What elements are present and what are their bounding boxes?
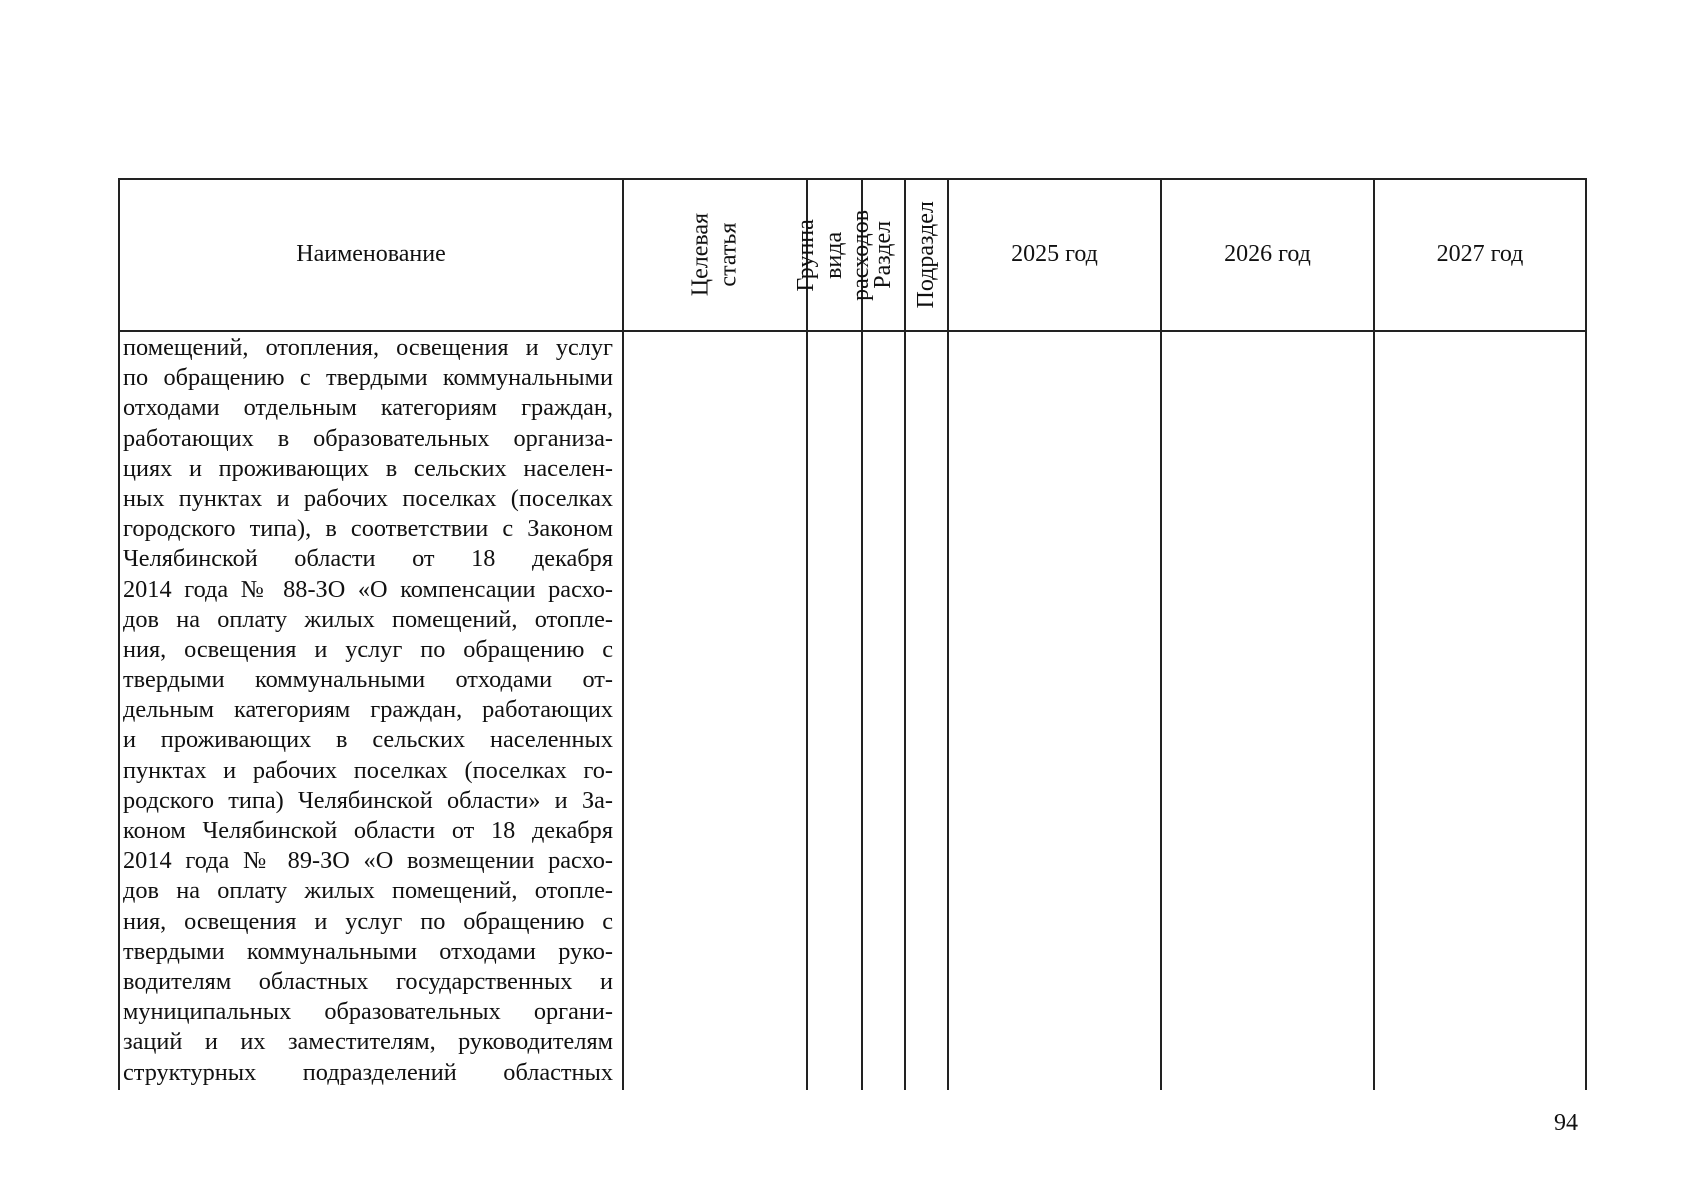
header-subsection-label: Подраздел [912, 201, 939, 309]
row-text-line: ния, освещения и услуг по обращению с [123, 635, 613, 663]
row-text-line: 2014 года № 89-ЗО «О возмещении расхо- [123, 847, 613, 875]
header-expense-group-label: Группа вида расходов [793, 209, 875, 301]
header-target-article [624, 180, 806, 330]
header-subsection [906, 180, 947, 330]
row-text-line: дельным категориям граждан, работающих [123, 696, 613, 724]
header-expense-group [793, 180, 875, 330]
header-year-2026: 2026 год [1224, 241, 1311, 268]
row-text-line: коном Челябинской области от 18 декабря [123, 817, 613, 844]
header-divider [118, 330, 1587, 332]
row-text-line: отходами отдельным категориям граждан, [123, 394, 613, 422]
page-number: 94 [1554, 1110, 1578, 1136]
row-name-cell [123, 333, 613, 1088]
row-text-line: дов на оплату жилых помещений, отопле- [123, 877, 613, 905]
row-text-line: работающих в образовательных организа- [123, 424, 613, 452]
header-year-2027: 2027 год [1436, 241, 1524, 268]
row-text-line: муниципальных образовательных органи- [123, 998, 613, 1026]
row-text-line: помещений, отопления, освещения и услуг [123, 334, 613, 361]
row-text-line: родского типа) Челябинской области» и За- [123, 786, 613, 814]
col-divider-8 [1585, 178, 1587, 1090]
row-text-line: твердыми коммунальными отходами от- [123, 666, 613, 694]
header-section [863, 180, 904, 330]
row-text-line: дов на оплату жилых помещений, отопле- [123, 605, 613, 633]
header-year-2025: 2025 год [1011, 241, 1098, 268]
row-text-line: ных пунктах и рабочих поселках (поселках [123, 484, 613, 512]
header-name: Наименование [296, 241, 446, 268]
row-text-line: городского типа), в соответствии с Законом [123, 515, 613, 543]
row-text-line: твердыми коммунальными отходами руко- [123, 937, 613, 965]
header-section-label: Раздел [869, 221, 896, 289]
row-text-line: по обращению с твердыми коммунальными [123, 364, 613, 392]
row-text-line: Челябинской области от 18 декабря [123, 545, 613, 573]
row-text-line: ния, освещения и услуг по обращению с [123, 907, 613, 935]
row-text-line: и проживающих в сельских населенных [123, 726, 613, 754]
header-target-article-label: Целевая статья [687, 213, 741, 297]
row-text-line: структурных подразделений областных [123, 1058, 613, 1086]
row-text-line: циях и проживающих в сельских населен- [123, 454, 613, 482]
row-text-line: 2014 года № 88-ЗО «О компенсации расхо- [123, 575, 613, 603]
row-text-line: пунктах и рабочих поселках (поселках го- [123, 756, 613, 784]
row-text-line: заций и их заместителям, руководителям [123, 1028, 613, 1056]
row-text-line: водителям областных государственных и [123, 967, 613, 995]
